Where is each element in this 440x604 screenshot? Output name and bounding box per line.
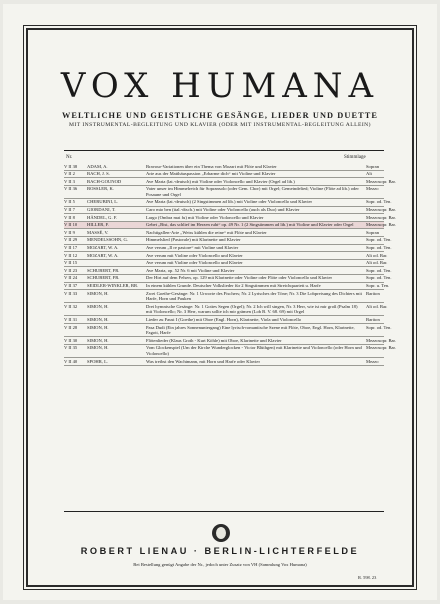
catalog-number: V II 8 — [64, 214, 75, 220]
voice-type: Mezzosopr. Bar. — [366, 178, 396, 184]
catalog-row — [64, 252, 388, 260]
work-title: Nachtigallen-Arie „Weiss kühlen die reine“ mit Flöte und Klavier — [146, 229, 267, 235]
catalog-row — [64, 163, 384, 171]
catalog-row — [64, 303, 388, 316]
order-note: Bei Bestellung genügt Angabe der Nr., jedoch unter Zusatz von VH (Sammlung Vox Humana) — [133, 562, 307, 567]
work-title: Drei hymnische Gesänge: Nr. 1 Gottes Segen (Orgel); Nr. 2 Ich will singen, Nr. 3 Herr, wie ist mir groß (Psalm 18) mit Violoncello; Nr. 3 Herr, warum sollte ich mir grämen (Lob B. V. 68. 69) mit Orgel — [146, 303, 358, 315]
catalog-row — [64, 222, 396, 230]
work-title: Ave Maria, op. 52 Nr. 6 mit Violine und Klavier — [146, 267, 235, 273]
catalog-number: V II 9 — [64, 229, 75, 235]
publisher-emblem-icon — [212, 524, 230, 542]
voice-type: Sopr. od. Ten. — [366, 324, 392, 330]
collection-description: MIT INSTRUMENTAL-BEGLEITUNG UND KLAVIER (ODER MIT INSTRUMENTAL-BEGLEITUNG ALLEIN) — [68, 122, 371, 128]
composer-name: SCHUBERT, FR. — [87, 267, 120, 273]
composer-name: SPOHR, L. — [87, 358, 109, 364]
voice-type: Mezzosopr. Bar. — [366, 345, 396, 351]
voice-type: Sopr. od. Ten. — [366, 199, 392, 205]
catalog-number: V II 17 — [64, 245, 78, 251]
voice-type: Alt od. Bar. — [366, 252, 388, 258]
catalog-row — [64, 275, 392, 283]
catalog-row — [64, 316, 384, 324]
catalog-row — [64, 267, 392, 275]
bottom-rule — [64, 511, 384, 512]
composer-name: HILLER, F. — [87, 222, 109, 228]
composer-name: MENDELSSOHN, G. — [87, 237, 128, 243]
composer-name: BOSSLER, K. — [87, 186, 114, 192]
work-title: Ave Maria (lat.-deutsch) mit Violine oder Violoncello und Klavier (Orgel ad lib.) — [146, 178, 295, 184]
voice-type: Sopr. u. Ten. — [366, 283, 390, 288]
column-header-voice: Stimmlage — [344, 155, 366, 160]
voice-type: Mezzosopr. Bar. — [366, 214, 396, 220]
work-title: Gebet „Bist, das schlief im Herzen ruht“ op. 49 Nr. 1 (2 Singstimmen ad lib.) mit Violine und Klavier oder Orgel — [146, 222, 354, 228]
catalog-row — [64, 207, 396, 215]
work-title: Lieder zu Faust I (Goethe) mit Oboe (Engl. Horn), Klarinette, Viola und Violoncello — [146, 316, 302, 322]
catalog-number: V II 36 — [64, 186, 78, 192]
work-title: Vom Glockenspiel (Um der Kirche Wunderglocken - Victor Blüthgen) mit Klarinette und Violoncello (oder Horn und Violoncello) — [146, 345, 362, 356]
voice-type: Bariton — [366, 290, 380, 296]
catalog-row — [64, 290, 384, 303]
work-title: In einem kühlen Grunde. Deutscher Volkslieder für 2 Singstimmen mit Streichquartett u. Harfe — [146, 283, 321, 288]
catalog-number: V II 32 — [64, 303, 78, 309]
composer-name: BACH, J. S. — [87, 171, 110, 177]
catalog-number: V II 24 — [64, 275, 78, 281]
voice-type: Mezzo — [366, 186, 379, 192]
composer-name: GIORDANI, T. — [87, 207, 116, 213]
column-header-number: Nr. — [66, 155, 73, 160]
catalog-number: V II 10 — [64, 222, 78, 228]
catalog-row — [64, 178, 396, 186]
work-title: Der Hirt auf dem Felsen, op. 129 mit Klarinette oder Violine oder Flöte oder Violoncello und Klavier — [146, 275, 333, 281]
composer-name: SCHUBERT, FR. — [87, 275, 120, 281]
composer-name: ADAM, A. — [87, 163, 108, 169]
voice-type: Alt — [366, 171, 372, 177]
catalog-number: V II 31 — [64, 316, 78, 322]
work-title: Was treibst den Wachtmann, mit Horn und Harfe oder Klavier — [146, 358, 260, 364]
catalog-row — [64, 260, 388, 268]
work-title: Pasa Dudi (Ein jahres Sonnenuntergang) Eine lyrisch-romantische Szene mit Flöte, Oboe, Engl. Horn, Klarinette, Fagott, Harfe — [146, 324, 355, 336]
composer-name: MOZART, W. A. — [87, 252, 119, 258]
work-title: Ave verum „Il re pastore“ mit Violine und Klavier — [146, 245, 239, 251]
catalog-row — [64, 324, 392, 337]
work-title: Ave verum mit Violine oder Violoncello und Klavier — [146, 260, 243, 266]
work-title: Himmelslied (Pastorale) mit Klarinette und Klavier — [146, 237, 241, 243]
voice-type: Alt od. Bar. — [366, 303, 388, 309]
voice-type: Mezzosopr. Bar. — [366, 222, 396, 228]
catalog-row — [64, 214, 396, 222]
catalog-row — [64, 337, 396, 345]
catalog-row — [64, 283, 390, 291]
catalog-row — [64, 171, 384, 179]
composer-name: SIMON, H. — [87, 324, 109, 330]
work-title: Arie aus der Matthäuspassion „Erbarme dich“ mit Violine und Klavier — [146, 171, 276, 177]
catalog-number: V II 38 — [64, 163, 78, 169]
work-title: Caro mio ben (ital.-dtsch.) mit Violine oder Violoncello (auch als Duo) und Klavier — [146, 207, 300, 213]
composer-name: SIMON, H. — [87, 316, 109, 322]
voice-type: Sopr. od. Ten. — [366, 267, 392, 273]
voice-type: Sopr. od. Ten. — [366, 245, 392, 251]
catalog-number: V II 2 — [64, 171, 75, 177]
voice-type: Sopr. od. Ten. — [366, 275, 392, 281]
catalog-number: V II 40 — [64, 358, 78, 364]
catalog-row — [64, 345, 396, 358]
voice-type: Mezzosopr. Bar. — [366, 337, 396, 343]
composer-name: SIMON, H. — [87, 345, 109, 351]
composer-name: BACH-GOUNOD — [87, 178, 122, 184]
catalog-row — [64, 237, 392, 245]
voice-type: Sopr. od. Ten. — [366, 237, 392, 243]
work-title: Bravour-Variationen über ein Thema von Mozart mit Flöte und Klavier — [146, 163, 277, 169]
catalog-number: V II 7 — [64, 207, 75, 213]
catalog-number: V II 12 — [64, 252, 78, 258]
catalog-row — [64, 199, 392, 207]
top-rule — [64, 150, 384, 151]
work-title: Ave Maria (lat.-deutsch) (2 Singstimmen ad lib.) mit Violine oder Violoncello und Klavier — [146, 199, 313, 205]
voice-type: Sopran — [366, 229, 380, 235]
catalog-number: V II 37 — [64, 283, 78, 288]
voice-type: Mezzo — [366, 358, 379, 364]
catalog-row — [64, 229, 384, 237]
catalog-number: V II 33 — [64, 290, 78, 296]
catalog-list — [64, 163, 396, 366]
catalog-row — [64, 358, 384, 366]
collection-title: VOX HUMANA — [60, 66, 380, 106]
voice-type: Bariton — [366, 316, 380, 322]
work-title: Largo (Ombra mai fu) mit Violine oder Violoncello und Klavier — [146, 214, 264, 220]
catalog-row — [64, 245, 392, 253]
publisher-name: ROBERT LIENAU · BERLIN-LICHTERFELDE — [80, 546, 360, 556]
work-title: Zwei Goethe-Gesänge: Nr. 1 Urworte des Fischers; Nr. 2 Lyrisches der Töne; Nr. 3 Die Lobpreisung des Dichters mit Harfe, Horn und Pauken — [146, 290, 362, 302]
composer-name: SIMON, H. — [87, 290, 109, 296]
catalog-number: V II 29 — [64, 237, 78, 243]
composer-name: MASSÉ, V. — [87, 229, 109, 235]
composer-name: SIMON, H. — [87, 303, 109, 309]
collection-subtitle: WELTLICHE UND GEISTLICHE GESÄNGE, LIEDER UND DUETTE — [61, 111, 379, 120]
catalog-row — [64, 186, 384, 199]
catalog-number: V II 5 — [64, 199, 75, 205]
work-title: Vater unser im Himmelreich für Sopransolo (oder Gem. Chor) mit Orgel; Gemeindelied; Violine (Flöte ad lib.) oder Posaune und Orgel — [146, 186, 359, 197]
voice-type: Sopran — [366, 163, 380, 169]
catalog-number: V II 15 — [64, 260, 78, 266]
composer-name: CHERUBINI, L. — [87, 199, 119, 205]
composer-name: HÄNDEL, G. F. — [87, 214, 118, 220]
catalog-number: V II 23 — [64, 267, 78, 273]
composer-name: MOZART, W. A. — [87, 245, 119, 251]
composer-name: SEIDLER-WINKLER, BR. — [87, 283, 139, 288]
plate-number: R. 598. 23 — [358, 575, 377, 580]
work-title: Ave verum mit Violine oder Violoncello und Klavier — [146, 252, 243, 258]
voice-type: Alt od. Bar. — [366, 260, 388, 266]
catalog-number: V II 3 — [64, 178, 75, 184]
catalog-number: V II 30 — [64, 337, 78, 343]
catalog-number: V II 28 — [64, 324, 78, 330]
voice-type: Mezzosopr. Bar. — [366, 207, 396, 213]
work-title: Flötenlieder (Klaus Groth - Kurt Köhle) mit Oboe, Klarinette und Klavier — [146, 337, 282, 343]
composer-name: SIMON, H. — [87, 337, 109, 343]
catalog-number: V II 35 — [64, 345, 78, 351]
